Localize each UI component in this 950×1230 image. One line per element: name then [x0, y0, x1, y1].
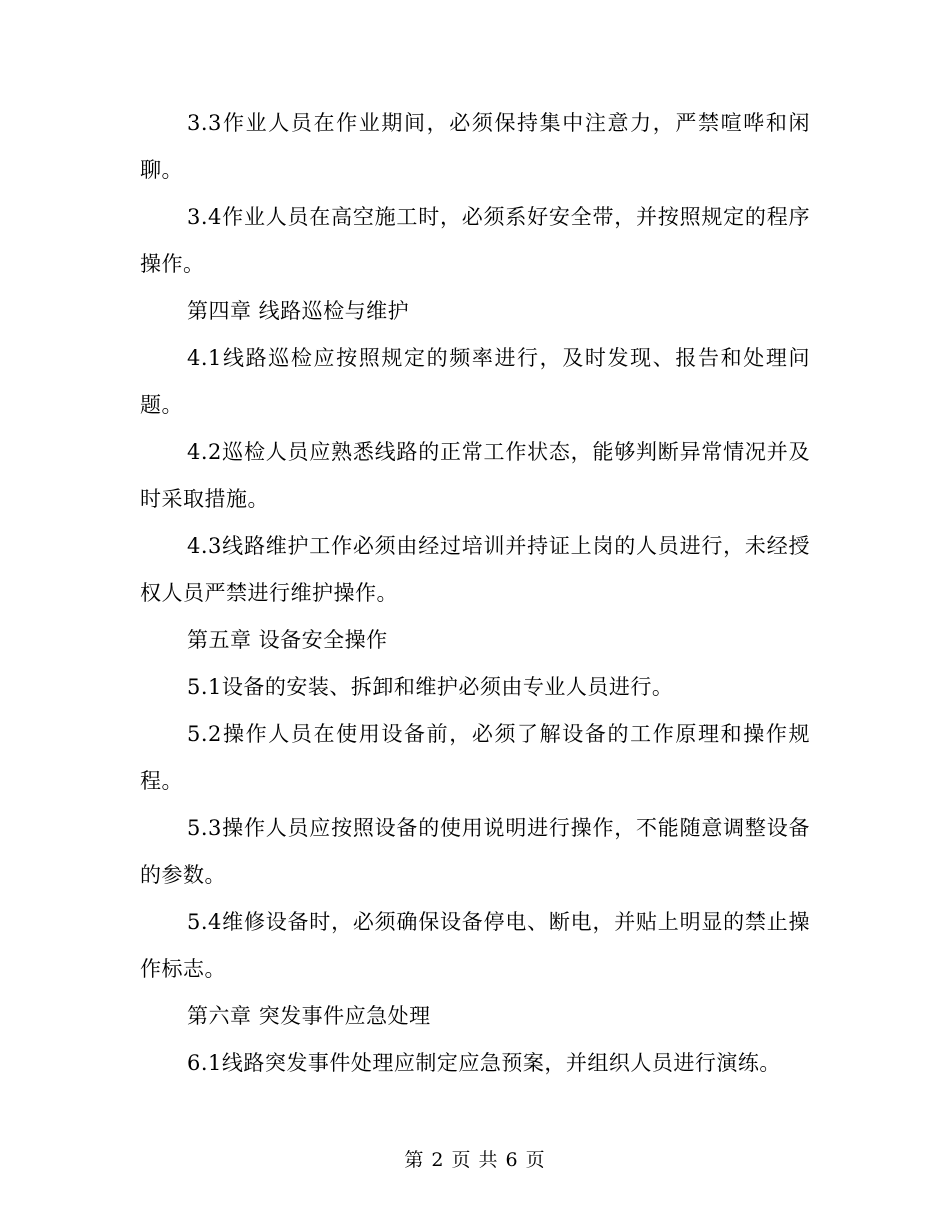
paragraph-4-2: 4.2巡检人员应熟悉线路的正常工作状态，能够判断异常情况并及时采取措施。: [140, 440, 810, 511]
chapter-heading-5: 第五章 设备安全操作: [187, 628, 388, 652]
paragraph-6-1: 6.1线路突发事件处理应制定应急预案，并组织人员进行演练。: [187, 1051, 781, 1075]
paragraph-5-1: 5.1设备的安装、拆卸和维护必须由专业人员进行。: [187, 675, 674, 699]
paragraph-5-3: 5.3操作人员应按照设备的使用说明进行操作，不能随意调整设备的参数。: [140, 816, 810, 887]
paragraph-4-3: 4.3线路维护工作必须由经过培训并持证上岗的人员进行，未经授权人员严禁进行维护操作。: [140, 534, 810, 605]
paragraph-3-4: 3.4作业人员在高空施工时，必须系好安全带，并按照规定的程序操作。: [140, 205, 810, 276]
document-body: [140, 100, 810, 1087]
paragraph-3-3: 3.3作业人员在作业期间，必须保持集中注意力，严禁喧哗和闲聊。: [140, 111, 810, 182]
paragraph-5-4: 5.4维修设备时，必须确保设备停电、断电，并贴上明显的禁止操作标志。: [140, 910, 810, 981]
paragraph-5-2: 5.2操作人员在使用设备前，必须了解设备的工作原理和操作规程。: [140, 722, 810, 793]
page-footer: 第 2 页 共 6 页: [404, 1149, 546, 1171]
paragraph-4-1: 4.1线路巡检应按照规定的频率进行，及时发现、报告和处理问题。: [140, 346, 810, 417]
chapter-heading-4: 第四章 线路巡检与维护: [187, 299, 410, 323]
chapter-heading-6: 第六章 突发事件应急处理: [187, 1004, 431, 1028]
